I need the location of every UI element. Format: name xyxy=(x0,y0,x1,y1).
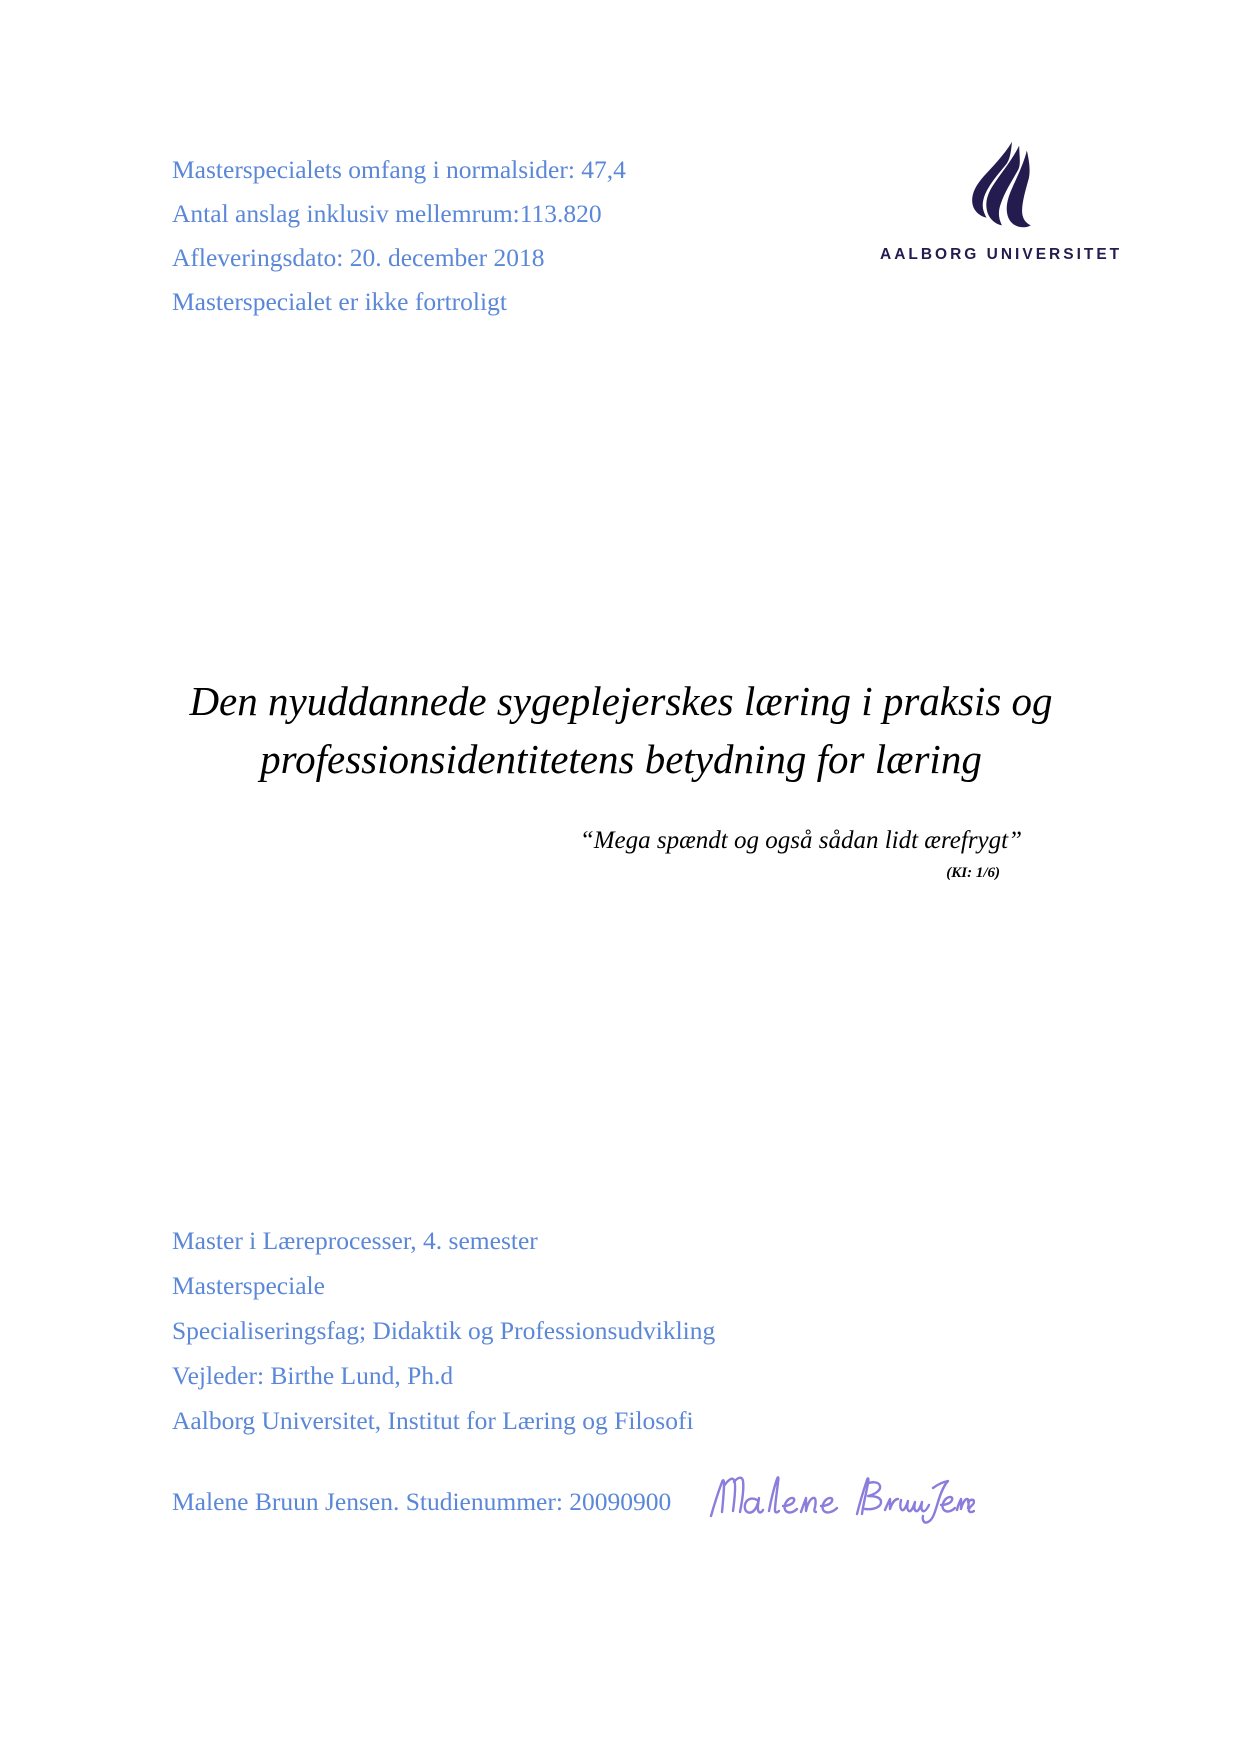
thesis-quote-block xyxy=(150,824,1022,886)
thesis-title xyxy=(150,672,1092,788)
aau-wordmark: AALBORG UNIVERSITET xyxy=(880,246,1123,263)
info-line-institution: Aalborg Universitet, Institut for Læring og Filosofi xyxy=(172,1406,694,1435)
aau-flame-icon xyxy=(952,138,1048,234)
quote-source: (KI: 1/6) xyxy=(946,865,1000,881)
programme-info-block xyxy=(172,1218,952,1443)
signature-icon xyxy=(705,1464,975,1534)
handwritten-signature xyxy=(705,1464,975,1534)
info-line-supervisor: Vejleder: Birthe Lund, Ph.d xyxy=(172,1361,454,1390)
aalborg-university-logo xyxy=(880,138,1123,264)
info-line-programme: Master i Læreprocesser, 4. semester xyxy=(172,1226,538,1255)
info-line-specialisation: Specialiseringsfag; Didaktik og Professionsudvikling xyxy=(172,1316,716,1345)
meta-line-anslag: Antal anslag inklusiv mellemrum:113.820 xyxy=(172,199,602,228)
title-line-1: Den nyuddannede sygeplejerskes læring i praksis og xyxy=(189,678,1053,724)
thesis-meta-block xyxy=(172,148,792,324)
meta-line-fortrolighed: Masterspecialet er ikke fortroligt xyxy=(172,287,507,316)
author-line: Malene Bruun Jensen. Studienummer: 20090900 xyxy=(172,1487,672,1516)
meta-line-normalsider: Masterspecialets omfang i normalsider: 47,4 xyxy=(172,155,626,184)
info-line-type: Masterspeciale xyxy=(172,1271,325,1300)
meta-line-afleveringsdato: Afleveringsdato: 20. december 2018 xyxy=(172,243,545,272)
quote-text: “Mega spændt og også sådan lidt ærefrygt” xyxy=(579,827,1022,854)
title-line-2: professionsidentitetens betydning for læring xyxy=(260,736,982,782)
author-signature-row xyxy=(172,1464,975,1540)
